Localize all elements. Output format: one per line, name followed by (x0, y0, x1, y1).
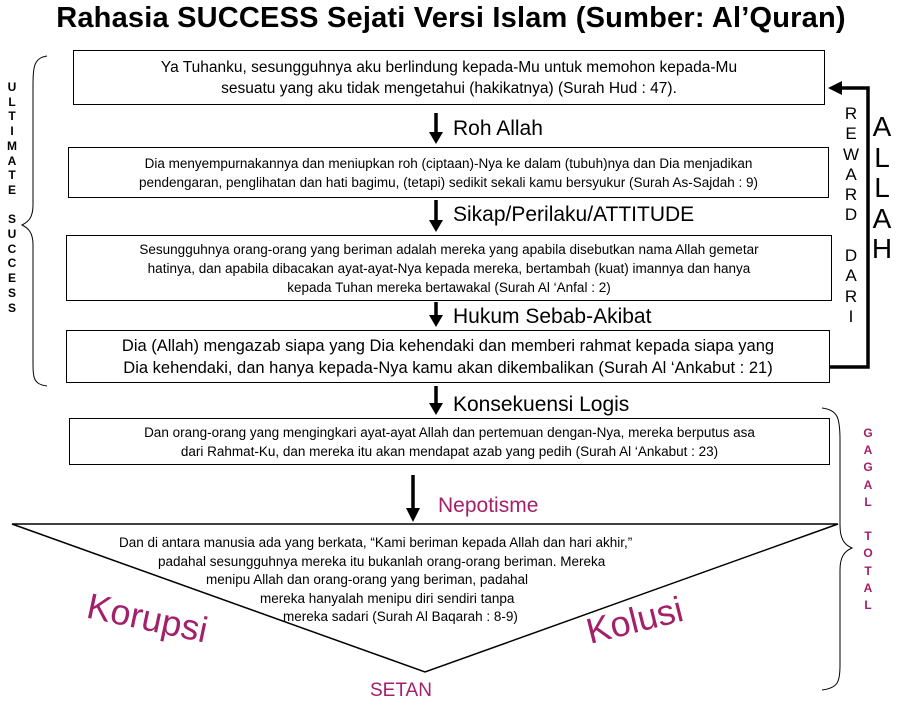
vertical-letter: S (7, 212, 16, 227)
vertical-letter (10, 198, 13, 213)
ultimate-success-vertical (4, 80, 20, 315)
box-anfal (66, 235, 832, 301)
box-line: sesuatu yang aku tidak mengetahui (hakikatnya) (Surah Hud : 47). (221, 79, 677, 97)
vertical-letter: E (7, 271, 16, 286)
page-title: Rahasia SUCCESS Sejati Versi Islam (Sumber: Al’Quran) (56, 2, 846, 34)
vertical-letter: L (864, 494, 872, 509)
box-line: Dia menyempurnakannya dan meniupkan roh (ciptaan)-Nya ke dalam (tubuh)nya dan Dia menjadikan (144, 155, 753, 171)
label-konsekuensi: Konsekuensi Logis (453, 393, 630, 416)
box-line: Ya Tuhanku, sesungguhnya aku berlindung kepada-Mu untuk memohon kepada-Mu (160, 58, 738, 76)
vertical-letter: T (8, 168, 16, 183)
vertical-letter: I (848, 306, 854, 326)
box-line: Dia (Allah) mengazab siapa yang Dia kehendaki dan memberi rahmat kepada siapa yang (121, 336, 775, 355)
vertical-letter: S (7, 285, 16, 300)
vertical-letter: L (8, 94, 16, 109)
vertical-letter: R (844, 286, 858, 306)
vertical-letter: I (10, 124, 14, 139)
box-line: Dia kehendaki, dan hanya kepada-Nya kamu akan dikembalikan (Surah Al ‘Ankabut : 21) (123, 358, 773, 377)
vertical-letter: L (874, 172, 890, 203)
vertical-letter: G (863, 460, 873, 475)
vertical-letter: T (864, 529, 872, 544)
vertical-letter: A (845, 266, 857, 286)
label-sikap: Sikap/Perilaku/ATTITUDE (453, 203, 695, 226)
vertical-letter: E (7, 182, 16, 197)
vertical-letter: H (871, 233, 893, 264)
vertical-letter: A (863, 477, 873, 492)
label-nepotisme: Nepotisme (438, 494, 539, 517)
vertical-letter: A (863, 443, 873, 458)
label-hukum: Hukum Sebab-Akibat (453, 305, 652, 328)
allah-vertical (869, 112, 895, 265)
vertical-letter: L (874, 141, 890, 173)
arrow-nepotisme (406, 475, 420, 522)
box-sajdah (68, 147, 829, 198)
box-line: dari Rahmat-Ku, dan mereka itu akan mendapat azab yang pedih (Surah Al ‘Ankabut : 23) (180, 443, 719, 459)
vertical-letter: O (863, 546, 873, 561)
vertical-letter (849, 226, 854, 246)
box-line: hatinya, dan apabila dibacakan ayat-ayat-Nya kepada mereka, bertambah (kuat) imannya dan hanya (147, 260, 751, 276)
vertical-letter: A (872, 202, 892, 234)
triangle-line: mereka sadari (Surah Al Baqarah : 8-9) (283, 609, 518, 624)
vertical-letter: C (7, 241, 17, 256)
vertical-letter: D (844, 246, 858, 266)
vertical-letter: M (7, 138, 17, 153)
arrow-hukum (429, 302, 443, 327)
vertical-letter: T (8, 109, 16, 124)
vertical-letter: S (7, 300, 16, 315)
label-kolusi: Kolusi (582, 588, 688, 652)
arrow-roh (429, 113, 443, 144)
left-brace (22, 56, 47, 386)
vertical-letter: E (845, 124, 857, 144)
triangle-line: Dan di antara manusia ada yang berkata, “Kami beriman kepada Allah dan hari akhir,” (119, 535, 633, 550)
vertical-letter (866, 511, 869, 528)
gagal-total-vertical (857, 425, 879, 614)
vertical-letter: R (844, 104, 858, 123)
vertical-letter: G (863, 426, 873, 440)
vertical-letter: U (7, 80, 17, 94)
box-hud (73, 50, 825, 105)
box-line: Dan orang-orang yang mengingkari ayat-ayat Allah dan pertemuan dengan-Nya, mereka berputus asa (144, 424, 755, 440)
box-ankabut-23 (69, 418, 830, 465)
box-line: kepada Tuhan mereka bertawakal (Surah Al ‘Anfal : 2) (287, 279, 611, 295)
vertical-letter: A (872, 111, 892, 142)
vertical-letter: A (7, 153, 17, 168)
box-ankabut-21 (66, 330, 830, 383)
vertical-letter: L (864, 598, 872, 613)
label-korupsi: Korupsi (83, 585, 212, 651)
vertical-letter: A (845, 164, 857, 184)
vertical-letter: D (844, 205, 858, 225)
vertical-letter: C (7, 256, 17, 271)
triangle-line: padahal sesungguhnya mereka itu bukanlah orang-orang beriman. Mereka (158, 553, 606, 569)
label-setan: SETAN (370, 680, 432, 701)
vertical-letter: U (7, 227, 17, 242)
box-line: Sesungguhnya orang-orang yang beriman adalah mereka yang apabila disebutkan nama Allah gemetar (139, 241, 759, 257)
arrow-sikap (429, 200, 443, 232)
vertical-letter: A (863, 580, 873, 595)
arrow-konsekuensi (429, 386, 443, 415)
triangle-line: mereka hanyalah menipu diri sendiri tanpa (260, 590, 515, 606)
vertical-letter: T (864, 563, 872, 578)
triangle-line: menipu Allah dan orang-orang yang beriman, padahal (206, 572, 528, 587)
vertical-letter: R (844, 185, 858, 205)
box-line: pendengaran, penglihatan dan hati bagimu, (tetapi) sedikit sekali kamu bersyukur (Surah As-Sajdah : 9) (138, 174, 759, 190)
vertical-letter: W (842, 144, 860, 164)
label-roh-allah: Roh Allah (453, 117, 543, 140)
reward-dari-vertical (843, 104, 859, 327)
